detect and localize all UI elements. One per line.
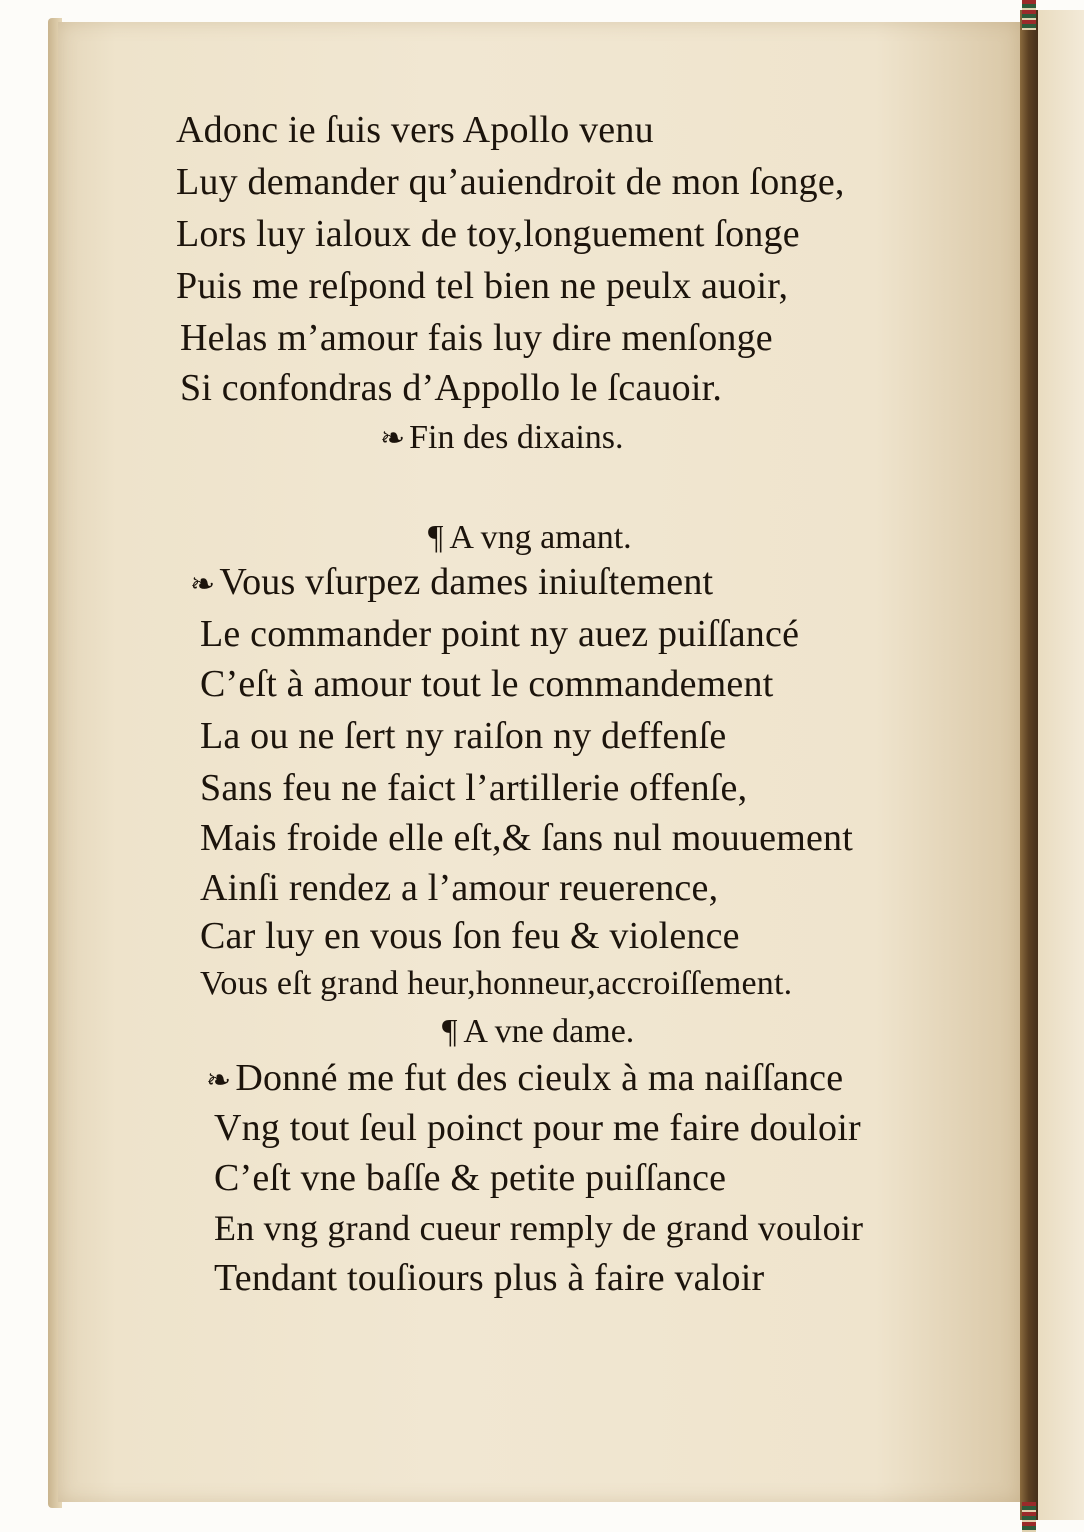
poem3-line-1 — [206, 1056, 843, 1103]
poem2-line-9: Vous eſt grand heur,honneur,accroiſſement. — [200, 965, 793, 1002]
poem3-heading — [442, 1012, 634, 1052]
poem3-title: A vne dame. — [463, 1013, 635, 1050]
stanza1-line-2: Luy demander qu’auiendroit de mon ſonge, — [176, 161, 845, 203]
stanza1-line-5: Helas m’amour fais luy dire menſonge — [180, 317, 773, 359]
closing-text: Fin des dixains. — [409, 419, 624, 456]
stanza1-closing — [380, 418, 624, 459]
fleuron-icon: ❧ — [190, 568, 216, 601]
poem3-line-5: Tendant touſiours plus à faire valoir — [214, 1257, 765, 1299]
stanza1-line-1: Adonc ie ſuis vers Apollo venu — [176, 109, 654, 151]
poem3-line-4: En vng grand cueur remply de grand vouloir — [214, 1208, 864, 1248]
stanza1-line-6: Si confondras d’Appollo le ſcauoir. — [180, 367, 723, 409]
stanza1-line-3: Lors luy ialoux de toy,longuement ſonge — [176, 213, 800, 255]
stanza1-line-4: Puis me reſpond tel bien ne peulx auoir, — [176, 265, 789, 307]
poem2-line-1 — [190, 560, 713, 607]
poem3-line-2: Vng tout ſeul poinct pour me faire douloir — [214, 1107, 861, 1149]
poem2-line-1-text: Vous vſurpez dames iniuſtement — [219, 561, 714, 603]
poem2-title: A vng amant. — [449, 519, 632, 556]
poem3-line-3: C’eſt vne baſſe & petite puiſſance — [214, 1157, 727, 1199]
poem2-line-6: Mais froide elle eſt,& ſans nul mouuement — [200, 817, 853, 859]
poem2-line-2: Le commander point ny auez puiſſancé — [200, 613, 800, 655]
fleuron-icon: ❧ — [206, 1064, 232, 1097]
poem2-line-5: Sans feu ne faict l’artillerie offenſe, — [200, 767, 748, 809]
poem2-heading — [428, 518, 632, 558]
pilcrow-icon: ¶ — [428, 519, 444, 556]
pilcrow-icon: ¶ — [442, 1013, 458, 1050]
poem2-line-7: Ainſi rendez a l’amour reuerence, — [200, 867, 719, 909]
poem2-line-4: La ou ne ſert ny raiſon ny deffenſe — [200, 715, 727, 757]
fleuron-icon: ❧ — [380, 422, 406, 455]
poem3-line-1-text: Donné me fut des cieulx à ma naiſſance — [235, 1057, 844, 1099]
poem2-line-8: Car luy en vous ſon feu & violence — [200, 915, 740, 957]
poem2-line-3: C’eſt à amour tout le commandement — [200, 663, 774, 705]
